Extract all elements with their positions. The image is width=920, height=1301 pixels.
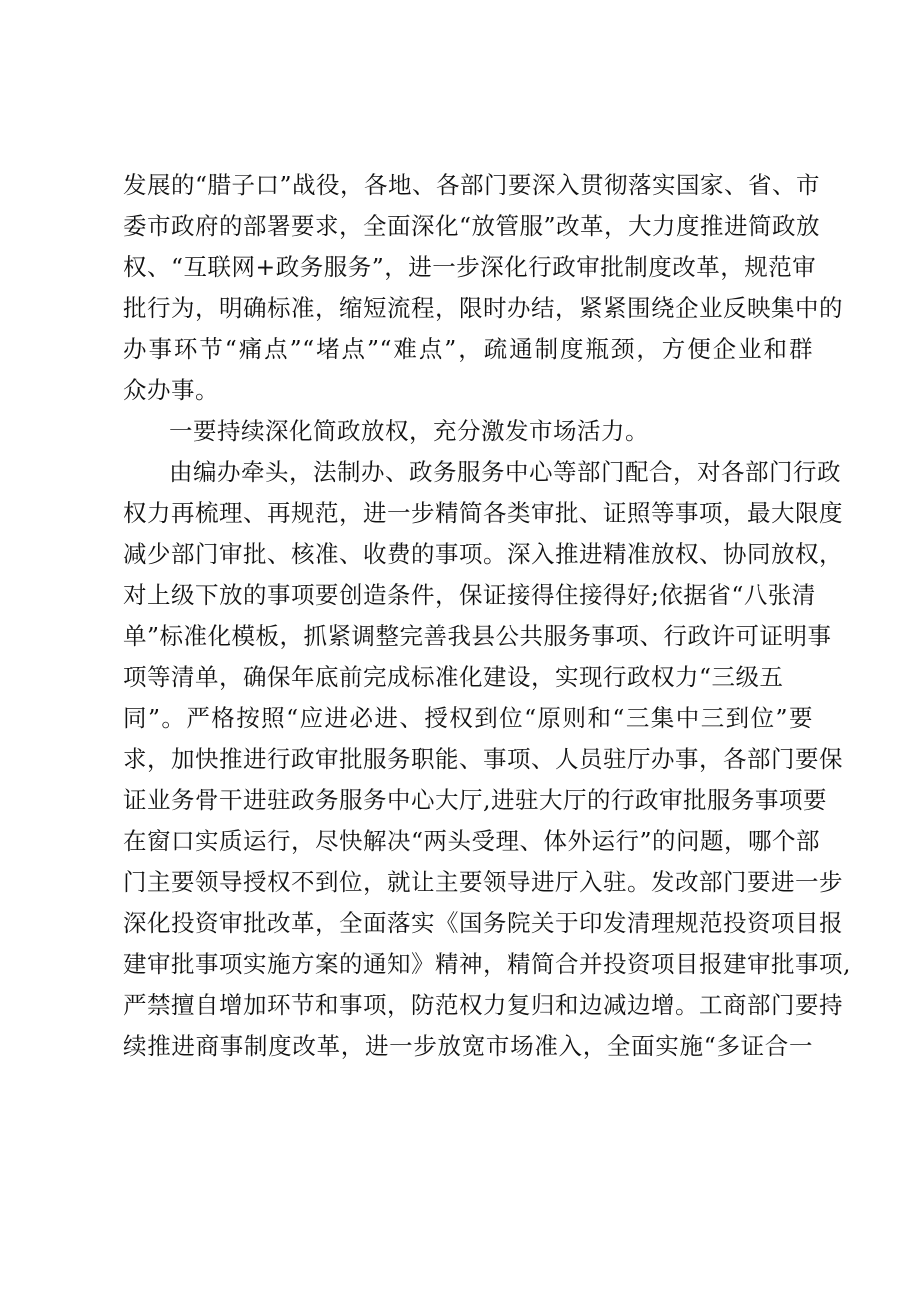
paragraph-line: 对上级下放的事项要创造条件，保证接得住接得好;依据省“八张清 [123, 581, 816, 609]
paragraph-line: 权、“互联网+政务服务”，进一步深化行政审批制度改革，规范审 [123, 253, 817, 281]
paragraph-line: 建审批事项实施方案的通知》精神，精简合并投资项目报建审批事项, [123, 950, 851, 978]
paragraph-line: 同”。严格按照“应进必进、授权到位“原则和“三集中三到位”要 [123, 704, 813, 732]
paragraph-line: 门主要领导授权不到位，就让主要领导进厅入驻。发改部门要进一步 [123, 868, 843, 896]
paragraph-line: 由编办牵头，法制办、政务服务中心等部门配合，对各部门行政 [169, 458, 841, 486]
paragraph-line: 减少部门审批、核准、收费的事项。深入推进精准放权、协同放权， [123, 540, 843, 568]
paragraph-line: 在窗口实质运行，尽快解决“两头受理、体外运行”的问题，哪个部 [123, 827, 821, 855]
section-heading: 一要持续深化简政放权，充分激发市场活力。 [169, 417, 649, 445]
paragraph-line: 众办事。 [123, 376, 219, 404]
paragraph-line: 续推进商事制度改革，进一步放宽市场准入，全面实施“多证合一 [123, 1032, 813, 1060]
paragraph-line: 证业务骨干进驻政务服务中心大厅,进驻大厅的行政审批服务事项要 [123, 786, 827, 814]
paragraph-line: 项等清单，确保年底前完成标准化建设，实现行政权力“三级五 [123, 663, 784, 691]
paragraph-line: 发展的“腊子口”战役，各地、各部门要深入贯彻落实国家、省、市 [123, 171, 821, 199]
paragraph-line: 严禁擅自增加环节和事项，防范权力复归和边减边增。工商部门要持 [123, 991, 843, 1019]
paragraph-line: 深化投资审批改革，全面落实《国务院关于印发清理规范投资项目报 [123, 909, 843, 937]
paragraph-line: 权力再梳理、再规范，进一步精简各类审批、证照等事项，最大限度 [123, 499, 843, 527]
paragraph-line: 求，加快推进行政审批服务职能、事项、人员驻厅办事，各部门要保 [123, 745, 843, 773]
paragraph-line: 委市政府的部署要求，全面深化“放管服”改革，大力度推进简政放 [123, 212, 821, 240]
document-body [123, 165, 851, 1067]
paragraph-line: 单”标准化模板，抓紧调整完善我县公共服务事项、行政许可证明事 [123, 622, 832, 650]
paragraph-line: 批行为，明确标准，缩短流程，限时办结，紧紧围绕企业反映集中的 [123, 294, 843, 322]
paragraph-line: 办事环节“痛点”“堵点”“难点”，疏通制度瓶颈，方便企业和群 [123, 335, 813, 363]
